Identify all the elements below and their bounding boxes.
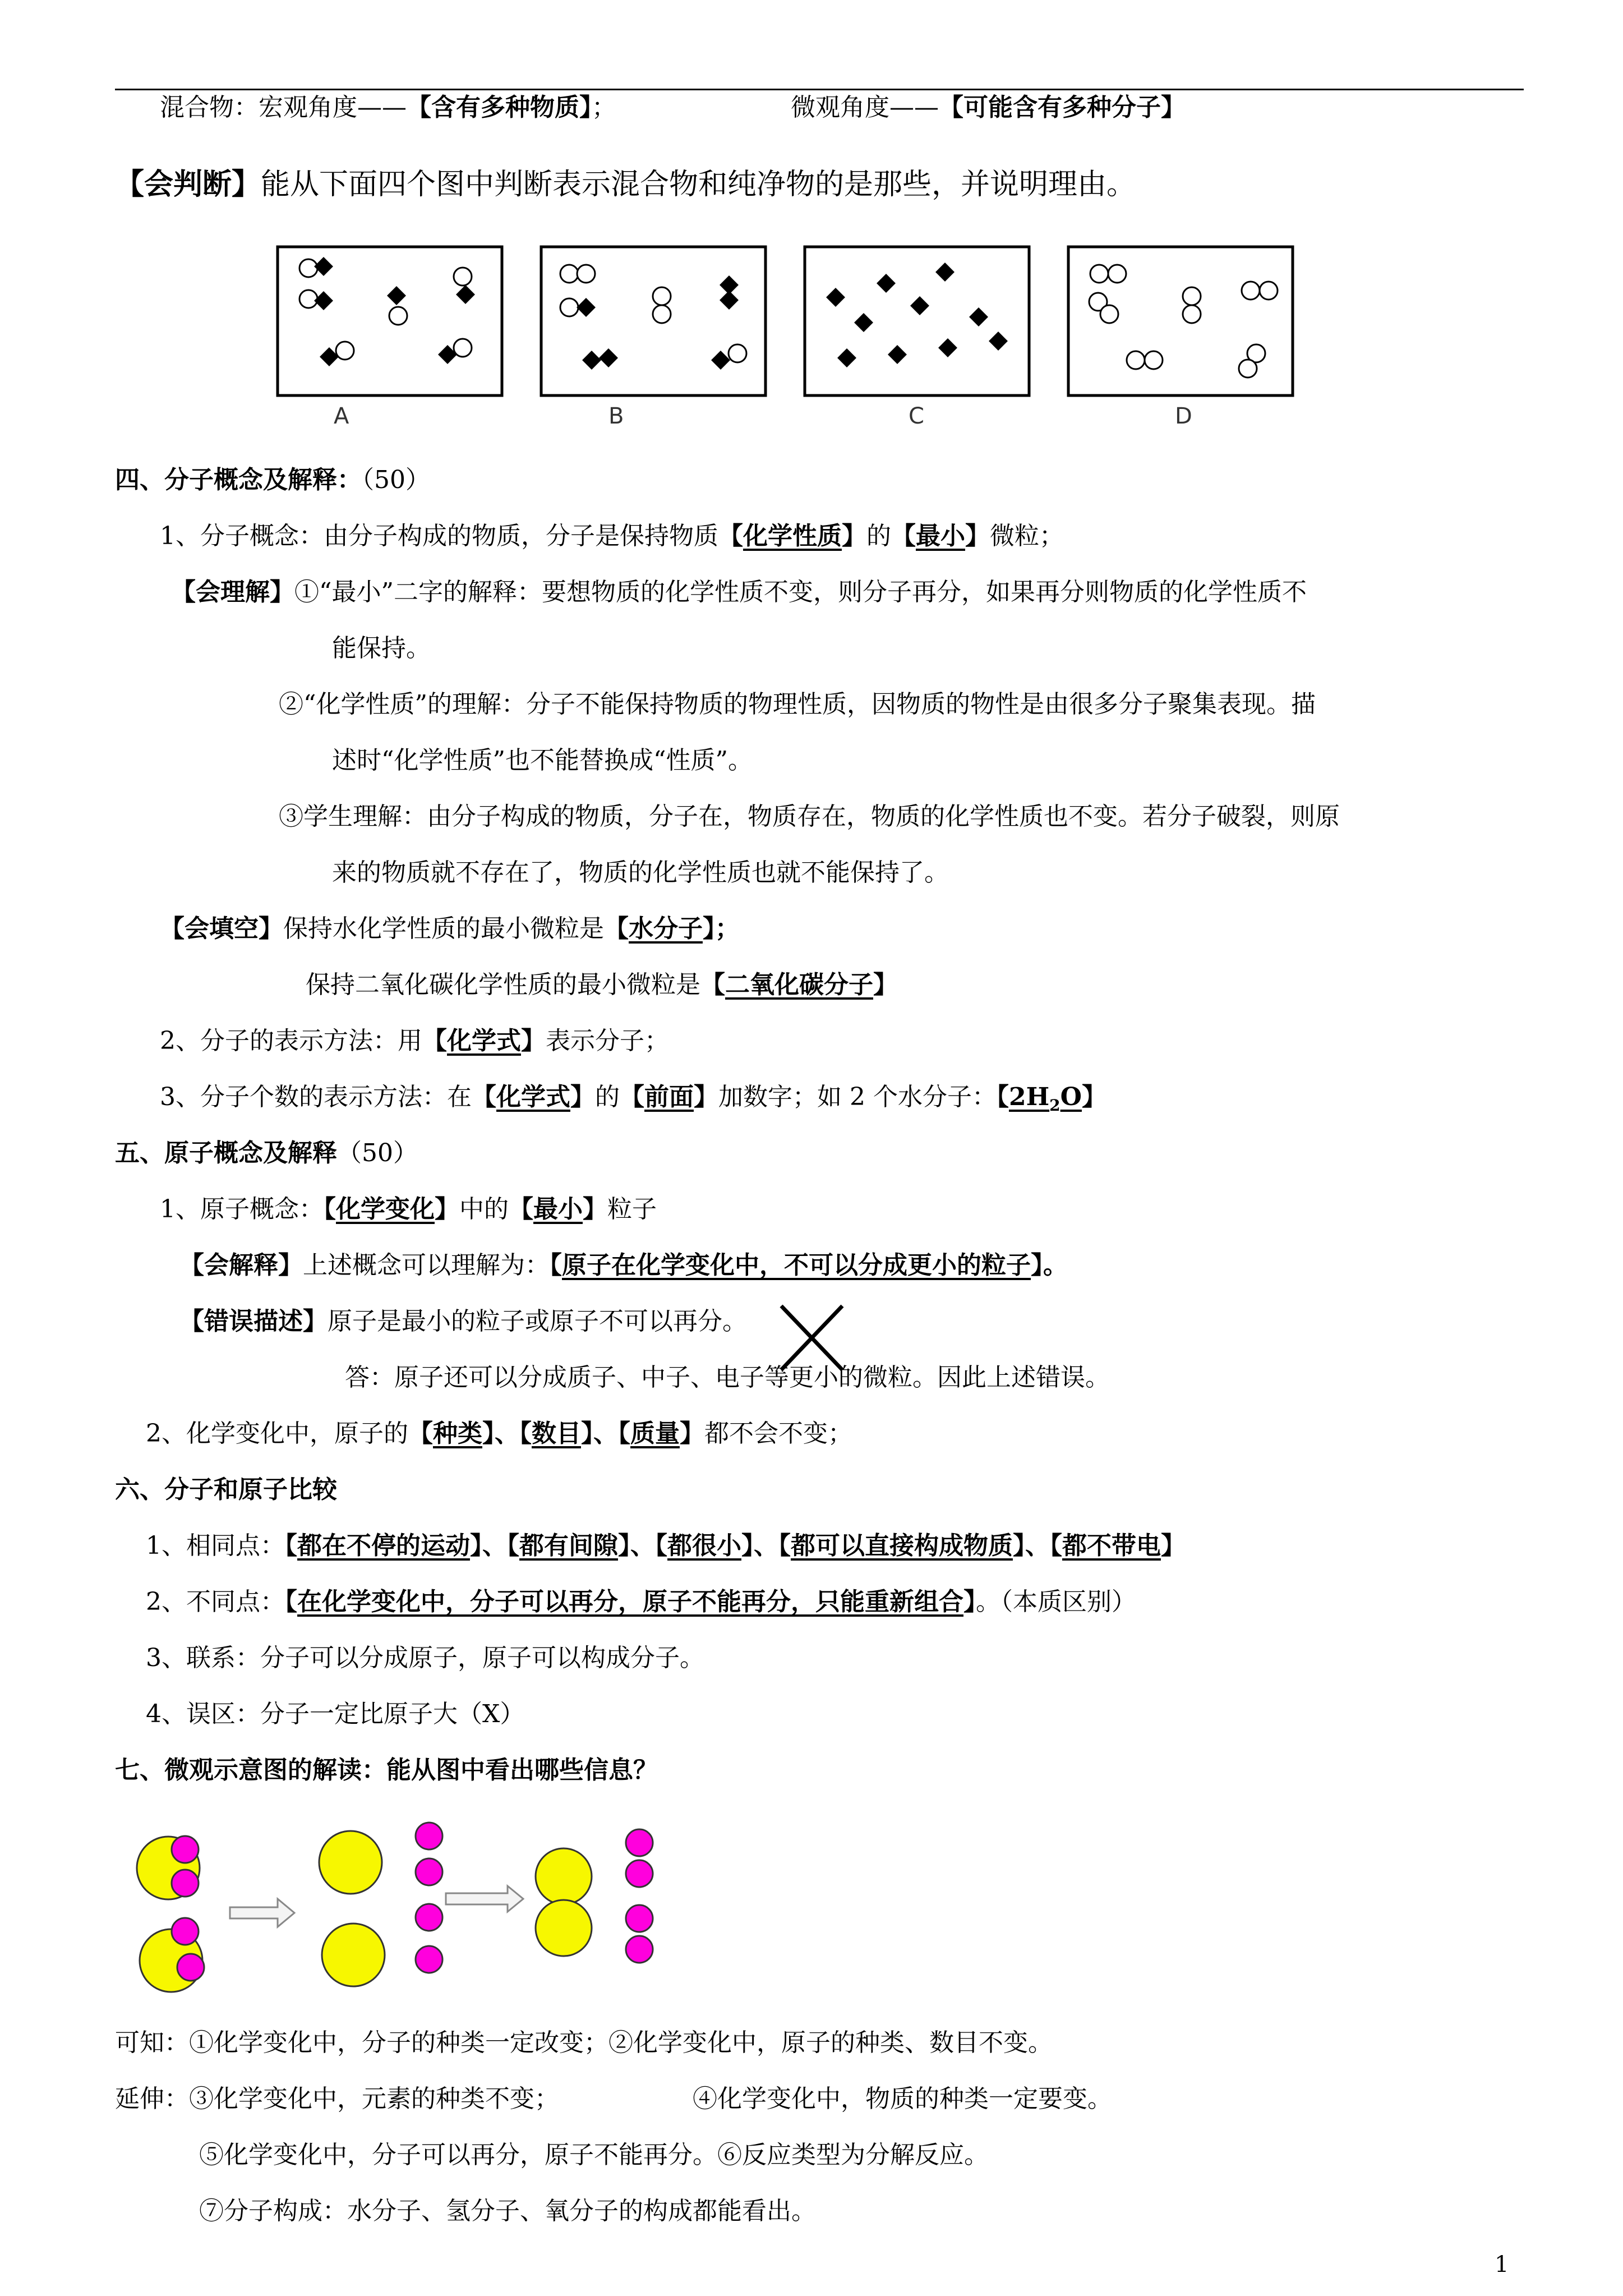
- answer-front: 前面: [644, 1083, 694, 1111]
- bracket: 】、【: [618, 1531, 667, 1560]
- text: 的: [595, 1083, 620, 1111]
- bracket: 【: [604, 914, 629, 943]
- answer-smallest-2: 最小: [533, 1195, 583, 1223]
- text: 原子是最小的粒子或原子不可以再分。: [328, 1307, 747, 1336]
- mixture-macro-answer: 【含有多种物质】: [407, 93, 592, 122]
- bracket: 【: [891, 522, 916, 550]
- bracket: 】: [1161, 1531, 1186, 1560]
- section-title: 四、分子概念及解释：: [115, 466, 362, 494]
- answer-2h2o: [1008, 1083, 1082, 1115]
- bracket: 】: [842, 522, 866, 550]
- section-title: 五、原子概念及解释: [115, 1139, 337, 1167]
- answer-small: 都很小: [667, 1531, 741, 1560]
- text: 延伸：③化学变化中，元素的种类不变；: [115, 2085, 559, 2113]
- answer-mass: 质量: [630, 1419, 680, 1448]
- answer-co2-molecule: 二氧化碳分子: [725, 970, 873, 999]
- text: ①“最小”二字的解释：要想物质的化学性质不变，则分子再分，如果再分则物质的化学性质不: [294, 578, 1307, 606]
- text: 1、原子概念：: [160, 1195, 324, 1223]
- bracket: 】: [521, 1027, 546, 1055]
- judge-question: 能从下面四个图中判断表示混合物和纯净物的是那些，并说明理由。: [261, 168, 1136, 201]
- answer-formula-2: 化学式: [496, 1083, 570, 1111]
- fill-tag: 【会填空】: [160, 914, 283, 943]
- understand-line-1: [171, 576, 1307, 609]
- text: 2、分子的表示方法：用: [160, 1027, 422, 1055]
- bracket: 】: [435, 1195, 459, 1223]
- bracket: 】、【: [1013, 1531, 1062, 1560]
- atom-unchanged-line: [146, 1417, 852, 1451]
- subscript: 2: [1049, 1096, 1061, 1115]
- answer-uncharged: 都不带电: [1062, 1531, 1161, 1560]
- bracket: 】、【: [482, 1419, 532, 1448]
- box-label-a: A: [334, 403, 349, 429]
- explain-tag: 【会解释】: [179, 1251, 303, 1280]
- bracket: 】、【: [581, 1419, 630, 1448]
- answer-water-molecule: 水分子: [629, 914, 703, 943]
- mixture-macro-label: 混合物：宏观角度——: [160, 93, 407, 122]
- extension-line-1b: ④化学变化中，物质的种类一定要变。: [693, 2085, 1112, 2113]
- molecule-count-line: [160, 1080, 1106, 1122]
- section-score: （50）: [362, 466, 430, 494]
- box-a: [278, 247, 502, 395]
- section-4-heading: [115, 463, 430, 497]
- answer-difference: 在化学变化中，分子可以再分，原子不能再分，只能重新组合: [297, 1588, 963, 1616]
- understand-tag: 【会理解】: [171, 578, 294, 606]
- text: 中的: [459, 1195, 509, 1223]
- box-b: [541, 247, 766, 395]
- extension-line-1: [115, 2082, 559, 2116]
- extension-line-3: ⑦分子构成：水分子、氢分子、氧分子的构成都能看出。: [199, 2197, 816, 2225]
- bracket: 】: [965, 522, 990, 550]
- text: 上述概念可以理解为：: [303, 1251, 550, 1280]
- bracket: 【: [324, 1195, 336, 1223]
- bracket: 【: [285, 1588, 297, 1616]
- text: 保持水化学性质的最小微粒是: [283, 914, 604, 943]
- box-label-c: C: [909, 403, 924, 429]
- box-label-b: B: [608, 403, 624, 429]
- box-c: [805, 247, 1029, 395]
- answer-gap: 都有间隙: [519, 1531, 618, 1560]
- text: 都不会不变；: [704, 1419, 852, 1448]
- reaction-diagram: [115, 1820, 704, 2000]
- atom-concept-line: [160, 1193, 657, 1226]
- text: 表示分子；: [546, 1027, 669, 1055]
- bracket: 】: [583, 1195, 607, 1223]
- answer-line: 答：原子还可以分成质子、中子、电子等更小的微粒。因此上述错误。: [345, 1363, 1110, 1392]
- answer-kind: 种类: [433, 1419, 482, 1448]
- relation-line: 3、联系：分子可以分成原子，原子可以构成分子。: [146, 1644, 704, 1672]
- section-6-heading: 六、分子和原子比较: [115, 1475, 337, 1504]
- bracket: 【: [472, 1083, 496, 1111]
- bracket: 】: [680, 1419, 704, 1448]
- molecule-boxes-figure: [269, 236, 1301, 438]
- bracket: 】: [963, 1588, 976, 1616]
- bracket: 】、【: [470, 1531, 519, 1560]
- text: 2、化学变化中，原子的: [146, 1419, 408, 1448]
- bracket: 】；: [703, 914, 740, 943]
- mixture-micro-answer: 【可能含有多种分子】: [939, 93, 1186, 122]
- bracket: 【: [408, 1419, 433, 1448]
- page-number: 1: [1495, 2252, 1509, 2277]
- answer-chemical-change: 化学变化: [336, 1195, 435, 1223]
- difference-line: [146, 1585, 1136, 1619]
- answer-constitute: 都可以直接构成物质: [791, 1531, 1013, 1560]
- misconception-line: 4、误区：分子一定比原子大（X）: [146, 1700, 525, 1728]
- answer-smallest: 最小: [916, 522, 965, 550]
- text: 微粒；: [990, 522, 1064, 550]
- punct: ；: [592, 93, 616, 122]
- bracket: 【: [285, 1531, 297, 1560]
- text: 1、相同点：: [146, 1531, 285, 1560]
- bracket: 【: [718, 522, 743, 550]
- bracket: 】、【: [741, 1531, 791, 1560]
- section-7-heading: 七、微观示意图的解读：能从图中看出哪些信息？: [115, 1756, 658, 1784]
- wrong-tag: 【错误描述】: [179, 1307, 328, 1336]
- bracket: 】: [694, 1083, 718, 1111]
- fill-line-1: [160, 912, 740, 946]
- box-label-d: D: [1175, 403, 1192, 429]
- top-rule: [115, 89, 1524, 90]
- judge-line: [115, 165, 1136, 204]
- wrong-description-line: [179, 1305, 747, 1338]
- text: 。（本质区别）: [976, 1588, 1136, 1616]
- bracket: 】: [570, 1083, 595, 1111]
- bracket: 【: [700, 970, 725, 999]
- extension-line-2: ⑤化学变化中，分子可以再分，原子不能再分。⑥反应类型为分解反应。: [199, 2141, 989, 2169]
- molecule-concept-line: [160, 519, 1064, 553]
- bracket: 【: [550, 1251, 562, 1280]
- similarity-line: [146, 1529, 1186, 1563]
- bracket: 】。: [1031, 1251, 1068, 1280]
- text: 3、分子个数的表示方法：在: [160, 1083, 472, 1111]
- text: 粒子: [607, 1195, 657, 1223]
- mixture-definition-line: [160, 91, 616, 125]
- text: O: [1060, 1083, 1082, 1111]
- mixture-micro-line: [791, 91, 1186, 125]
- answer-number: 数目: [532, 1419, 581, 1448]
- text: 加数字；如 2 个水分子：: [718, 1083, 997, 1111]
- understand-line-2: 能保持。: [332, 634, 431, 662]
- bracket: 】: [873, 970, 898, 999]
- bracket: 【: [620, 1083, 644, 1111]
- student-understand-line-1: ③学生理解：由分子构成的物质，分子在，物质存在，物质的化学性质也不变。若分子破裂，则原: [279, 802, 1340, 831]
- text: 2H: [1008, 1083, 1050, 1111]
- bracket: 【: [422, 1027, 447, 1055]
- chem-property-line-2: 述时“化学性质”也不能替换成“性质”。: [332, 746, 753, 775]
- molecule-representation-line: [160, 1024, 669, 1058]
- bracket: 【: [509, 1195, 533, 1223]
- chem-property-line-1: ②“化学性质”的理解：分子不能保持物质的物理性质，因物质的物性是由很多分子聚集表现。描: [279, 690, 1316, 719]
- answer-formula: 化学式: [447, 1027, 521, 1055]
- box-d: [1068, 247, 1293, 395]
- section-5-heading: [115, 1137, 418, 1170]
- text: 1、分子概念：由分子构成的物质，分子是保持物质: [160, 522, 718, 550]
- mixture-micro-label: 微观角度——: [791, 93, 939, 122]
- conclusion-line-1: 可知：①化学变化中，分子的种类一定改变；②化学变化中，原子的种类、数目不变。: [115, 2028, 1053, 2057]
- text: 2、不同点：: [146, 1588, 285, 1616]
- fill-line-2: [306, 968, 898, 1002]
- answer-motion: 都在不停的运动: [297, 1531, 470, 1560]
- text: 的: [866, 522, 891, 550]
- text: 保持二氧化碳化学性质的最小微粒是: [306, 970, 700, 999]
- student-understand-line-2: 来的物质就不存在了，物质的化学性质也就不能保持了。: [332, 858, 949, 887]
- bracket: 】: [1081, 1083, 1106, 1111]
- answer-atom-indivisible: 原子在化学变化中，不可以分成更小的粒子: [562, 1251, 1031, 1280]
- judge-tag: 【会判断】: [115, 168, 261, 201]
- explain-line: [179, 1249, 1068, 1282]
- answer-chemical-property: 化学性质: [743, 522, 842, 550]
- section-score: （50）: [337, 1139, 418, 1167]
- bracket: 【: [996, 1083, 1009, 1111]
